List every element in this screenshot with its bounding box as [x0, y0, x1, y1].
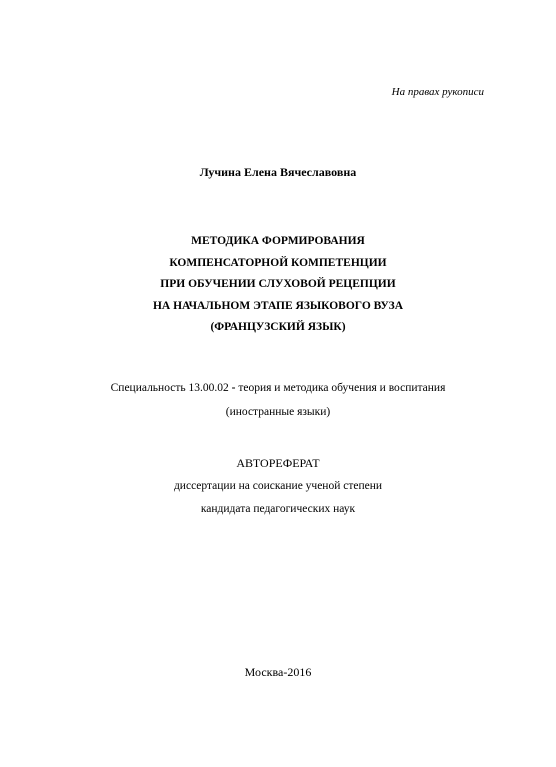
- specialty-label: Специальность 13.00.02: [110, 382, 229, 394]
- abstract-block: [0, 452, 556, 521]
- title-line: КОМПЕНСАТОРНОЙ КОМПЕТЕНЦИИ: [169, 256, 387, 269]
- specialty-line: [0, 376, 556, 400]
- title-line: МЕТОДИКА ФОРМИРОВАНИЯ: [191, 235, 365, 247]
- rights-note: На правах рукописи: [391, 86, 484, 98]
- dissertation-title: [0, 231, 556, 339]
- specialty-note: (иностранные языки): [225, 406, 331, 418]
- abstract-heading: АВТОРЕФЕРАТ: [236, 456, 320, 470]
- abstract-line-1: диссертации на соискание ученой степени: [173, 480, 383, 492]
- specialty-description: теория и методика обучения и воспитания: [238, 382, 446, 394]
- specialty-dash: -: [228, 382, 239, 394]
- city-year: Москва-2016: [244, 665, 312, 679]
- title-line: НА НАЧАЛЬНОМ ЭТАПЕ ЯЗЫКОВОГО ВУЗА: [152, 299, 404, 312]
- title-line: ПРИ ОБУЧЕНИИ СЛУХОВОЙ РЕЦЕПЦИИ: [160, 278, 396, 290]
- author-name: Лучина Елена Вячеславовна: [199, 165, 357, 179]
- title-line: (ФРАНЦУЗСКИЙ ЯЗЫК): [210, 321, 346, 333]
- specialty-block: [0, 376, 556, 424]
- abstract-line-2: кандидата педагогических наук: [200, 503, 356, 515]
